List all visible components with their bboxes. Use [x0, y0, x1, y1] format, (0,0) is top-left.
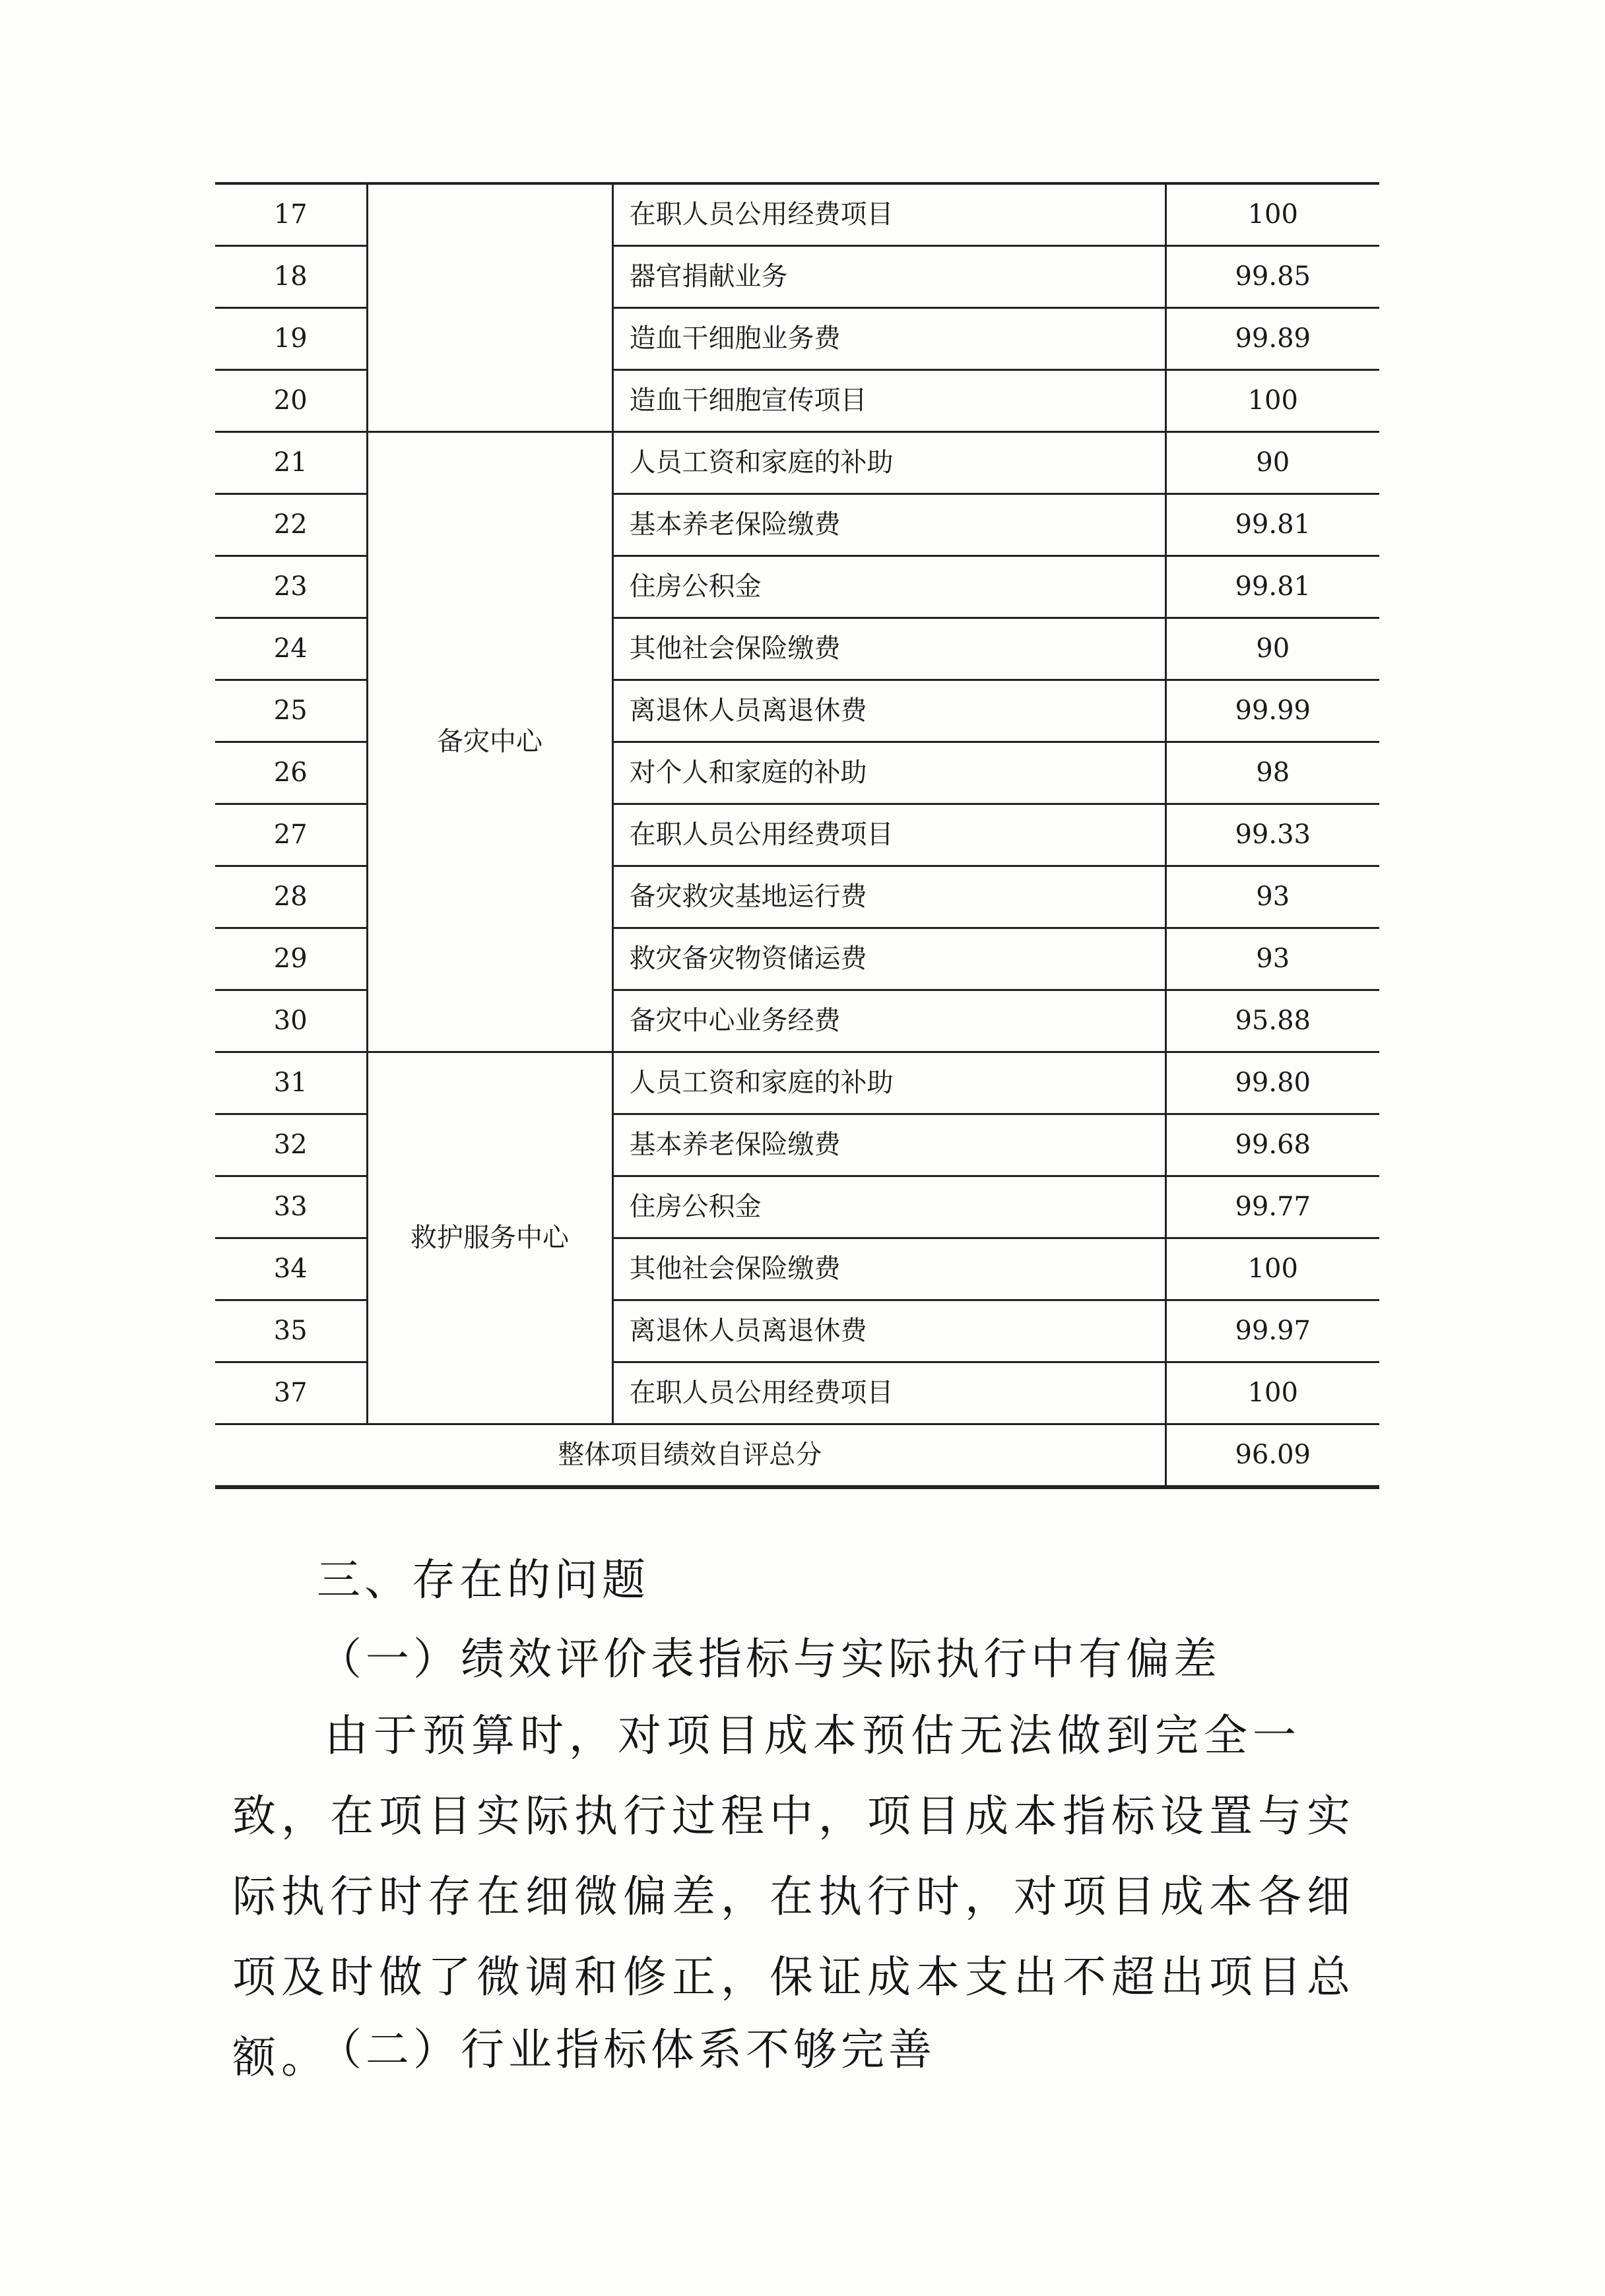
table-row	[215, 1052, 1379, 1114]
project-score: 99.80	[1165, 1052, 1379, 1114]
sub-heading-indicator-system: （二）行业指标体系不够完善	[318, 2024, 936, 2075]
project-name: 造血干细胞宣传项目	[612, 369, 1165, 431]
project-name: 其他社会保险缴费	[612, 1238, 1165, 1300]
project-score: 99.33	[1165, 804, 1379, 866]
row-number: 17	[215, 183, 367, 245]
table-row	[215, 183, 1379, 245]
row-number: 30	[215, 990, 367, 1052]
row-number: 33	[215, 1176, 367, 1238]
row-number: 34	[215, 1238, 367, 1300]
project-name: 离退休人员离退休费	[612, 680, 1165, 742]
project-score: 90	[1165, 618, 1379, 680]
project-name: 在职人员公用经费项目	[612, 1362, 1165, 1424]
row-number: 20	[215, 369, 367, 431]
row-number: 21	[215, 431, 367, 494]
project-name: 在职人员公用经费项目	[612, 804, 1165, 866]
project-name: 器官捐献业务	[612, 245, 1165, 307]
project-score: 95.88	[1165, 990, 1379, 1052]
project-score: 93	[1165, 866, 1379, 928]
row-number: 19	[215, 307, 367, 369]
project-name: 备灾中心业务经费	[612, 990, 1165, 1052]
project-name: 造血干细胞业务费	[612, 307, 1165, 369]
project-name: 住房公积金	[612, 556, 1165, 618]
row-number: 26	[215, 742, 367, 804]
project-score: 99.99	[1165, 680, 1379, 742]
project-name: 备灾救灾基地运行费	[612, 866, 1165, 928]
row-number: 18	[215, 245, 367, 307]
table-body	[215, 183, 1379, 1487]
row-number: 37	[215, 1362, 367, 1424]
project-name: 在职人员公用经费项目	[612, 183, 1165, 245]
row-number: 28	[215, 866, 367, 928]
project-name: 住房公积金	[612, 1176, 1165, 1238]
row-number: 31	[215, 1052, 367, 1114]
deviation-paragraph: 由于预算时，对项目成本预估无法做到完全一致，在项目实际执行过程中，项目成本指标设置与实际执行时存在细微偏差，在执行时，对项目成本各细项及时做了微调和修正，保证成本支出不超出项目总额。	[232, 1710, 1356, 2083]
project-score: 99.81	[1165, 556, 1379, 618]
row-number: 32	[215, 1114, 367, 1176]
project-name: 其他社会保险缴费	[612, 618, 1165, 680]
project-score: 99.68	[1165, 1114, 1379, 1176]
project-name: 人员工资和家庭的补助	[612, 1052, 1165, 1114]
project-score: 90	[1165, 431, 1379, 494]
project-score: 99.77	[1165, 1176, 1379, 1238]
project-score: 99.97	[1165, 1300, 1379, 1362]
project-name: 离退休人员离退休费	[612, 1300, 1165, 1362]
project-score: 93	[1165, 928, 1379, 990]
project-name: 救灾备灾物资储运费	[612, 928, 1165, 990]
row-number: 23	[215, 556, 367, 618]
department-cell: 救护服务中心	[367, 1052, 612, 1424]
total-score: 96.09	[1165, 1424, 1379, 1487]
project-score: 100	[1165, 183, 1379, 245]
total-row	[215, 1424, 1379, 1487]
project-score: 98	[1165, 742, 1379, 804]
row-number: 24	[215, 618, 367, 680]
department-cell: 备灾中心	[367, 431, 612, 1052]
project-name: 基本养老保险缴费	[612, 1114, 1165, 1176]
project-score: 100	[1165, 1362, 1379, 1424]
project-score: 100	[1165, 369, 1379, 431]
project-name: 基本养老保险缴费	[612, 494, 1165, 556]
row-number: 22	[215, 494, 367, 556]
section-heading: 三、存在的问题	[317, 1554, 649, 1605]
project-score: 99.89	[1165, 307, 1379, 369]
project-name: 人员工资和家庭的补助	[612, 431, 1165, 494]
project-name: 对个人和家庭的补助	[612, 742, 1165, 804]
performance-score-table	[215, 182, 1379, 1489]
row-number: 29	[215, 928, 367, 990]
row-number: 35	[215, 1300, 367, 1362]
total-label: 整体项目绩效自评总分	[215, 1424, 1165, 1487]
project-score: 100	[1165, 1238, 1379, 1300]
row-number: 25	[215, 680, 367, 742]
department-cell	[367, 183, 612, 431]
row-number: 27	[215, 804, 367, 866]
sub-heading-deviation: （一）绩效评价表指标与实际执行中有偏差	[318, 1634, 1221, 1684]
project-score: 99.85	[1165, 245, 1379, 307]
project-score: 99.81	[1165, 494, 1379, 556]
table-row	[215, 431, 1379, 494]
